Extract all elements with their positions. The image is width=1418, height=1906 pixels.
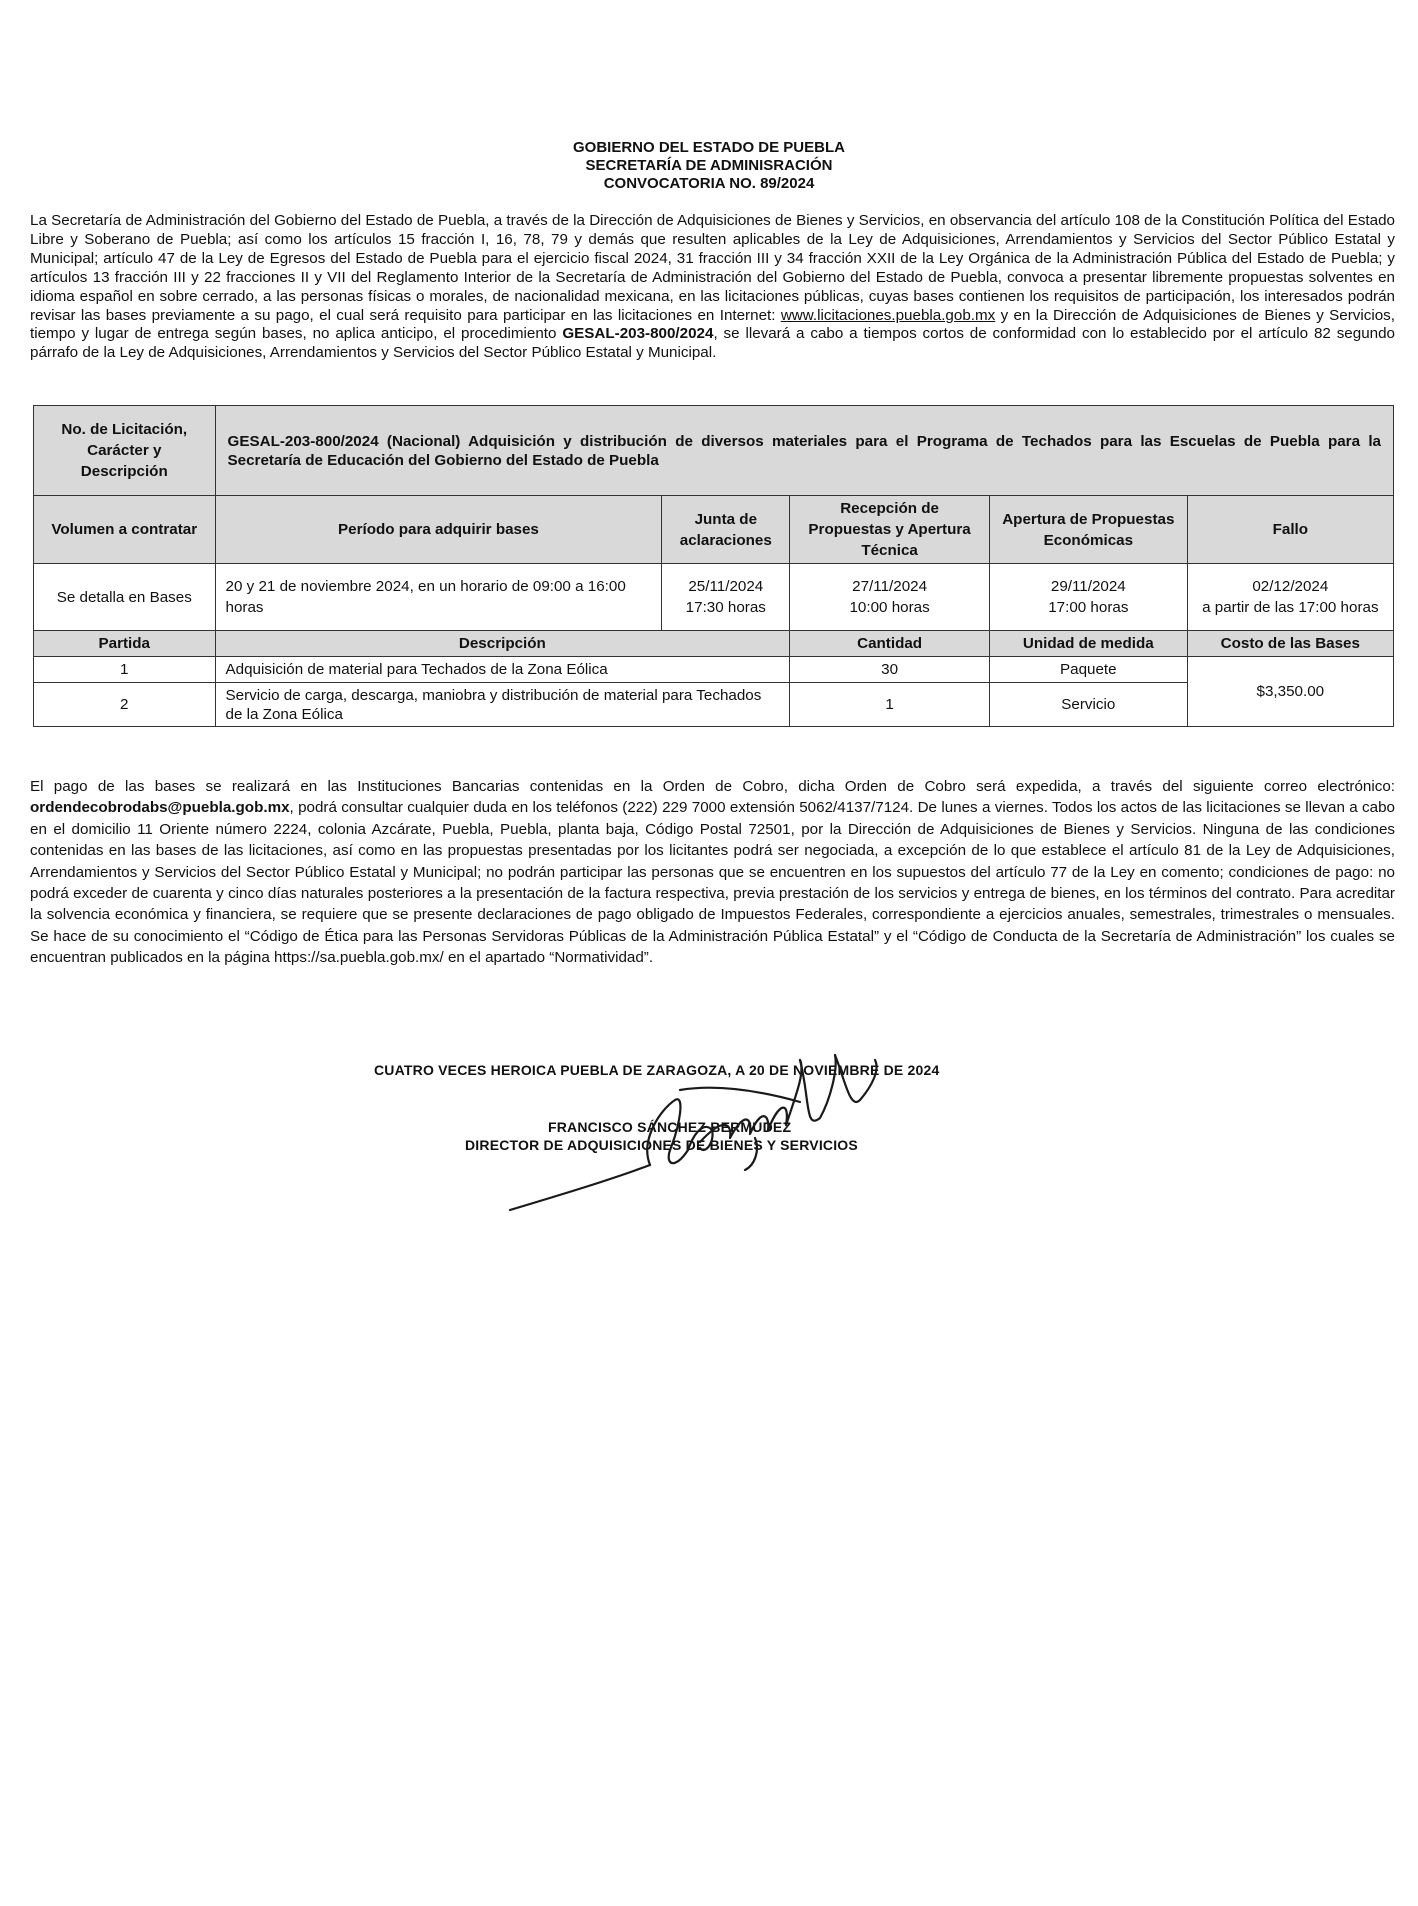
item-descripcion: Servicio de carga, descarga, maniobra y distribución de material para Techados de la Zona Eólica	[215, 683, 790, 727]
fallo-date: 02/12/2024	[1252, 578, 1329, 595]
procedure-code: GESAL-203-800/2024	[562, 325, 714, 343]
periodo-value: 20 y 21 de noviembre 2024, en un horario de 09:00 a 16:00 horas	[215, 564, 662, 631]
recepcion-time: 10:00 horas	[849, 599, 930, 616]
header-government: GOBIERNO DEL ESTADO DE PUEBLA	[573, 139, 845, 156]
costo-value: $3,350.00	[1187, 657, 1393, 727]
fallo-time: a partir de las 17:00 horas	[1202, 599, 1379, 616]
recepcion-value	[790, 564, 990, 631]
apertura-value	[990, 564, 1188, 631]
item-unidad: Paquete	[990, 657, 1188, 683]
intro-text-3: , se llevará a cabo a tiempos cortos de conformidad con lo establecido por el artículo 82 segundo párrafo de la Ley de Adquisiciones, Arrendamientos y Servicios del Sector Público Estatal y Municipal.	[30, 325, 1395, 362]
apertura-time: 17:00 horas	[1048, 599, 1129, 616]
volumen-value: Se detalla en Bases	[34, 564, 216, 631]
handwritten-signature-icon	[500, 1030, 920, 1230]
intro-paragraph	[30, 212, 1395, 363]
licitaciones-link[interactable]: www.licitaciones.puebla.gob.mx	[780, 306, 996, 324]
unidad-header: Unidad de medida	[990, 631, 1188, 657]
apertura-date: 29/11/2024	[1050, 578, 1126, 595]
item-descripcion: Adquisición de material para Techados de la Zona Eólica	[215, 657, 790, 683]
junta-time: 17:30 horas	[685, 599, 766, 616]
signatory-title: DIRECTOR DE ADQUISICIONES DE BIENES Y SERVICIOS	[465, 1137, 858, 1153]
descripcion-header: Descripción	[215, 631, 790, 657]
partida-header: Partida	[34, 631, 216, 657]
recepcion-date: 27/11/2024	[852, 578, 928, 595]
periodo-header: Período para adquirir bases	[215, 496, 662, 564]
header-secretariat: SECRETARÍA DE ADMINISRACIÓN	[585, 157, 833, 174]
fallo-header: Fallo	[1187, 496, 1393, 564]
item-unidad: Servicio	[990, 683, 1188, 727]
item-partida: 1	[34, 657, 216, 683]
apertura-header: Apertura de Propuestas Económicas	[990, 496, 1188, 564]
licitacion-label: No. de Licitación, Carácter y Descripción	[34, 406, 216, 496]
junta-value	[662, 564, 790, 631]
schedule-header-row	[34, 496, 1394, 564]
intro-text-2: y en la Dirección de Adquisiciones de Bienes y Servicios, tiempo y lugar de entrega según bases, no aplica anticipo, el procedimiento	[30, 306, 1395, 343]
item-cantidad: 1	[790, 683, 990, 727]
payment-text-1: El pago de las bases se realizará en las Instituciones Bancarias contenidas en la Orden de Cobro, dicha Orden de Cobro será expedida, a través del siguiente correo electrónico:	[30, 778, 1395, 795]
signature-place-date: CUATRO VECES HEROICA PUEBLA DE ZARAGOZA, A 20 DE NOVIEMBRE DE 2024	[374, 1062, 940, 1078]
table-row	[34, 657, 1394, 683]
schedule-values-row	[34, 564, 1394, 631]
payment-email: ordendecobrodabs@puebla.gob.mx	[30, 799, 290, 817]
fallo-value	[1187, 564, 1393, 631]
item-partida: 2	[34, 683, 216, 727]
items-header-row	[34, 631, 1394, 657]
payment-paragraph	[30, 776, 1395, 969]
item-cantidad: 30	[790, 657, 990, 683]
document-header	[0, 139, 1418, 193]
convocatoria-table	[33, 405, 1394, 727]
junta-date: 25/11/2024	[688, 578, 764, 595]
intro-text-1: La Secretaría de Administración del Gobierno del Estado de Puebla, a través de la Dirección de Adquisiciones de Bienes y Servicios, en observancia del artículo 108 de la Constitución Política del Estado Libre y Soberano de Puebla; así como los artículos 15 fracción I, 16, 78, 79 y demás que resulten aplicables de la Ley de Adquisiciones, Arrendamientos y Servicios del Sector Público Estatal y Municipal; artículo 47 de la Ley de Egresos del Estado de Puebla para el ejercicio fiscal 2024, 31 fracción III y 34 fracción XXII de la Ley Orgánica de la Administración Pública del Estado de Puebla; y artículos 13 fracción III y 22 fracciones II y VII del Reglamento Interior de la Secretaría de Administración del Gobierno del Estado de Puebla, convoca a presentar libremente propuestas solventes en idioma español en sobre cerrado, a las personas físicas o morales, de nacionalidad mexicana, en las licitaciones públicas, cuyas bases contienen los requisitos de participación, los interesados podrán revisar las bases previamente a su pago, el cual será requisito para participar en las licitaciones en Internet:	[30, 212, 1395, 324]
header-convocatoria: CONVOCATORIA NO. 89/2024	[603, 175, 815, 192]
volumen-header: Volumen a contratar	[34, 496, 216, 564]
cantidad-header: Cantidad	[790, 631, 990, 657]
signatory-name: FRANCISCO SÁNCHEZ BERMÚDEZ	[548, 1119, 792, 1135]
licitacion-description: GESAL-203-800/2024 (Nacional) Adquisición y distribución de diversos materiales para el Programa de Techados para las Escuelas de Puebla para la Secretaría de Educación del Gobierno del Estado de Puebla	[215, 406, 1393, 496]
payment-text-2: , podrá consultar cualquier duda en los teléfonos (222) 229 7000 extensión 5062/4137/7124. De lunes a viernes. Todos los actos de las licitaciones se llevan a cabo en el domicilio 11 Oriente número 2224, colonia Azcárate, Puebla, Puebla, planta baja, Código Postal 72501, por la Dirección de Adquisiciones de Bienes y Servicios. Ninguna de las condiciones contenidas en las bases de las licitaciones, así como en las propuestas presentadas por los licitantes podrá ser negociada, a excepción de lo que establece el artículo 81 de la Ley de Adquisiciones, Arrendamientos y Servicios del Sector Público Estatal y Municipal; no podrán participar las personas que se encuentren en los supuestos del artículo 77 de la Ley en comento; condiciones de pago: no podrá exceder de cuarenta y cinco días naturales posteriores a la presentación de la factura respectiva, previa prestación de los servicios y entrega de bienes, en los términos del contrato. Para acreditar la solvencia económica y financiera, se requiere que se presente declaraciones de pago obligado de Impuestos Federales, correspondiente a ejercicios anuales, semestrales, trimestrales o mensuales. Se hace de su conocimiento el “Código de Ética para las Personas Servidoras Públicas de la Administración Pública Estatal” y el “Código de Conducta de la Secretaría de Administración” los cuales se encuentran publicados en la página https://sa.puebla.gob.mx/ en el apartado “Normatividad”.	[30, 799, 1395, 967]
recepcion-header: Recepción de Propuestas y Apertura Técnica	[790, 496, 990, 564]
licitacion-row	[34, 406, 1394, 496]
junta-header: Junta de aclaraciones	[662, 496, 790, 564]
costo-header: Costo de las Bases	[1187, 631, 1393, 657]
